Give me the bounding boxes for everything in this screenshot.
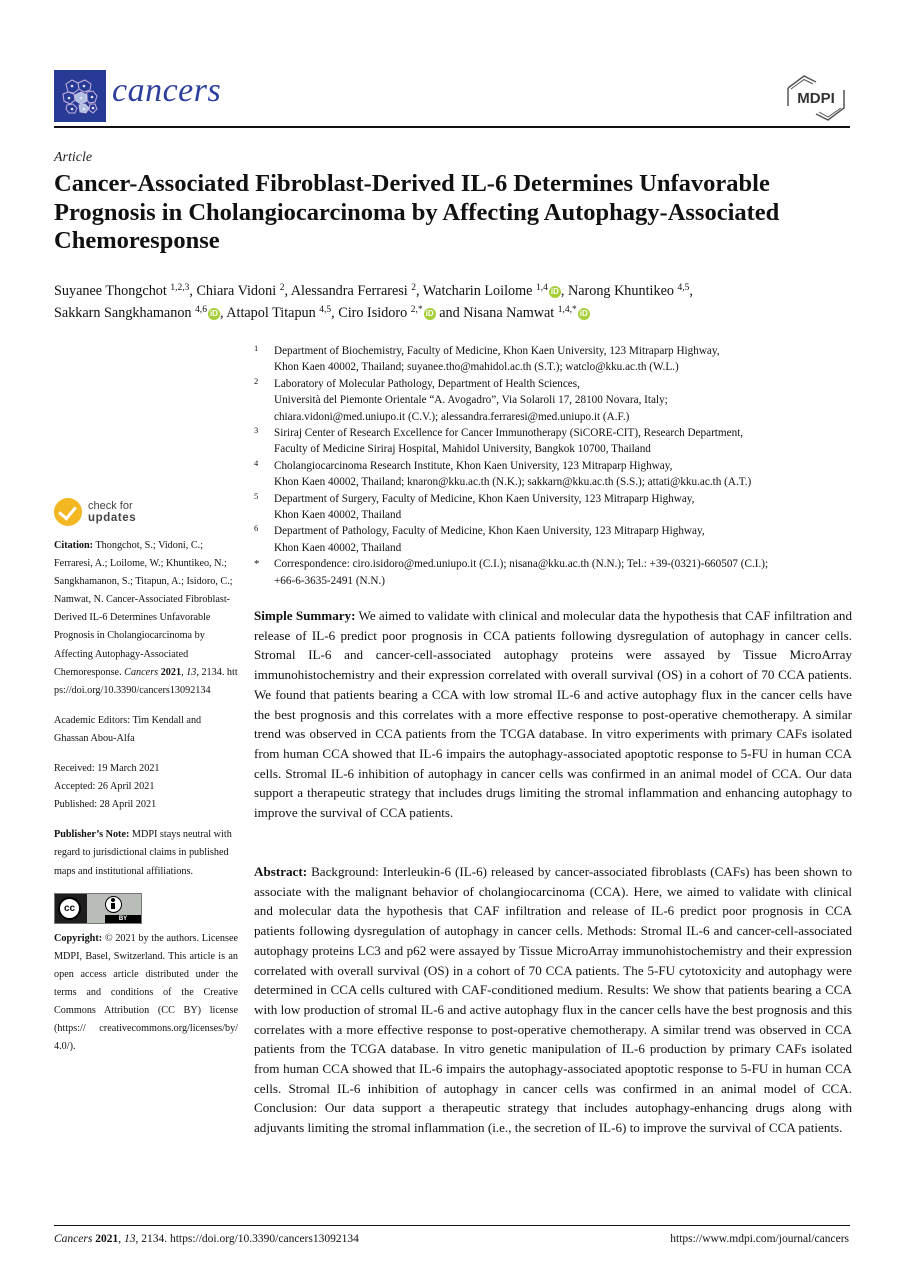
affiliation-line: Department of Surgery, Faculty of Medicine, Khon Kaen University, 123 Mitraparp Highway, — [274, 492, 695, 505]
author-affiliation-sup: 1,4,* — [557, 305, 577, 315]
check-updates-line2: updates — [88, 512, 137, 524]
author-name: Chiara Vidoni — [196, 283, 280, 299]
citation-label: Citation: — [54, 540, 94, 551]
affiliation-number: 4 — [254, 457, 259, 468]
affiliation-line: Correspondence: ciro.isidoro@med.uniupo.it (C.I.); nisana@kku.ac.th (N.N.); Tel.: +39-(0321)-660507 (C.I.); — [274, 558, 769, 571]
affiliation-item — [252, 343, 862, 376]
author-name: Suyanee Thongchot — [54, 283, 171, 299]
citation-journal: Cancers — [124, 666, 159, 678]
affiliation-line: Siriraj Center of Research Excellence for Cancer Immunotherapy (SiCORE-CIT), Research Department, — [274, 427, 744, 440]
footer-journal: Cancers — [54, 1233, 93, 1245]
author — [54, 283, 196, 299]
author-affiliation-sup: 1,2,3 — [170, 283, 190, 293]
affiliation-number: * — [254, 558, 260, 571]
author-separator: , — [689, 283, 693, 299]
affiliation-line: Department of Biochemistry, Faculty of Medicine, Khon Kaen University, 123 Mitraparp Highway, — [274, 345, 720, 357]
affiliation-line: Laboratory of Molecular Pathology, Department of Health Sciences, — [274, 377, 580, 390]
author-name: Alessandra Ferraresi — [290, 283, 412, 299]
orcid-icon[interactable]: iD — [550, 287, 559, 296]
check-updates-line1: check for — [88, 500, 133, 512]
author-affiliation-sup: 4,6 — [195, 305, 207, 315]
affiliation-line: chiara.vidoni@med.uniupo.it (C.V.); alessandra.ferraresi@med.uniupo.it (A.F.) — [274, 410, 630, 423]
author-separator: , — [416, 283, 423, 299]
cc-by-license-badge[interactable] — [54, 893, 142, 924]
footer-doi-link[interactable]: , 2134. https://doi.org/10.3390/cancers13092134 — [135, 1233, 359, 1245]
affiliation-line: Department of Pathology, Faculty of Medicine, Khon Kaen University, 123 Mitraparp Highway, — [274, 525, 705, 538]
author-separator: , — [284, 283, 291, 299]
affiliation-line: Khon Kaen 40002, Thailand — [274, 541, 402, 554]
sidebar — [54, 495, 238, 1068]
affiliation-item — [252, 425, 862, 458]
author — [423, 283, 568, 299]
author — [291, 283, 423, 299]
footer-citation: Cancers 2021, 13, 2134. https://doi.org/10.3390/cancers13092134 — [54, 1233, 359, 1245]
author-name: Narong Khuntikeo — [567, 283, 678, 299]
author-separator: and — [435, 305, 464, 321]
affiliation-number: 5 — [254, 490, 259, 501]
citation-year: 2021 — [160, 666, 182, 678]
abstract-text: Background: Interleukin-6 (IL-6) released by cancer-associated fibroblasts (CAFs) has been shown to associate with the malignant behavior of cholangiocarcinoma (CCA). Here, we aimed to validate with clinical and molecular data the hypothesis that CAF infiltration and release of IL-6 predict poor prognosis in CCA patients following dysregulation of autophagy in cancer cells. Methods: Stromal IL-6 and cancer-cell-associated autophagy proteins LC3 and p62 were assayed by Tissue MicroArray immunohistochemistry and their expression correlated with overall survival (OS) in a cohort of 70 CCA patients. The 5-FU cytotoxicity and autophagy were determined in CCA cells cultured with CAF-conditioned medium. Results: We show that patients bearing a CCA with low production of stromal IL-6 and active autophagy flux in the cancer cells have the best prognosis and this correlates with a more effective response to post-operative chemotherapy. A similar trend was observed in CCA patients from the TCGA database. In vitro genetic manipulation of IL-6 production by primary CAFs isolated from human CCA showed that IL-6 impairs the autophagy-associated apoptotic response to 5-FU in human CCA cells. Stromal IL-6 inhibition of autophagy in cancer cells was confirmed in an animal model of CCA. Conclusion: Our data support a therapeutic strategy that includes autophagy-enhancing drugs along with adjuvants limiting the stromal inflammation (i.e., the secretion of IL-6) to improve the survival of CCA patients. — [254, 864, 852, 1136]
author-affiliation-sup: 2,* — [410, 305, 423, 315]
publishers-note-text: MDPI stays neutral with regard to jurisdictional claims in published maps and institutional affiliations. — [54, 829, 232, 877]
received-date: Received: 19 March 2021 — [54, 763, 160, 775]
creative-commons-icon: cc — [58, 897, 81, 920]
svg-text:MDPI: MDPI — [797, 90, 835, 107]
simple-summary-text: We aimed to validate with clinical and molecular data the hypothesis that CAF infiltration and release of IL-6 predict poor prognosis in CCA patients following dysregulation of autophagy in cancer cells. Stromal IL-6 and cancer-cell-associated autophagy proteins were assayed by Tissue MicroArray immunohistochemistry and their expression correlated with overall survival (OS) in a cohort of 70 CCA patients. We found that patients bearing a CCA with low stromal IL-6 and active autophagy flux in the cancer cells have the best prognosis and this correlates with a more effective response to post-operative chemotherapy. A similar trend was observed in CCA patients from the TCGA database. In vitro experiments with primary CAFs isolated from human CCA showed that IL-6 impairs the autophagy-associated apoptotic response to 5-FU in human CCA cells. Stromal IL-6 inhibition of autophagy in cancer cells was confirmed in an animal model of CCA. Our data support a therapeutic strategy that includes drugs limiting the stromal inflammation and enhancing autophagy to improve the survival of CCA patients. — [254, 608, 852, 821]
affiliation-line: Khon Kaen 40002, Thailand; knaron@kku.ac.th (N.K.); sakkarn@kku.ac.th (S.S.); attati@kku.ac.th (A.T.) — [274, 476, 752, 489]
header-divider — [54, 126, 850, 128]
affiliations — [252, 343, 862, 589]
author-name: Watcharin Loilome — [422, 283, 536, 299]
affiliation-line: Università del Piemonte Orientale “A. Avogadro”, Via Solaroli 17, 28100 Novara, Italy; — [274, 394, 668, 407]
author-affiliation-sup: 2 — [279, 283, 285, 293]
abstract-label: Abstract: — [254, 864, 308, 879]
abstract — [254, 862, 852, 1138]
check-for-updates-button[interactable] — [54, 495, 238, 529]
footer-journal-url-link[interactable]: https://www.mdpi.com/journal/cancers — [670, 1233, 849, 1245]
article-title: Cancer-Associated Fibroblast-Derived IL-6 Determines Unfavorable Prognosis in Cholangiocarcinoma by Affecting Autophagy-Associated Chemoresponse — [54, 170, 780, 254]
affiliation-line: +66-6-3635-2491 (N.N.) — [274, 574, 386, 587]
attribution-person-icon — [105, 896, 122, 913]
published-date: Published: 28 April 2021 — [54, 799, 157, 811]
author-affiliation-sup: 4,5 — [677, 283, 690, 293]
simple-summary — [254, 606, 852, 823]
affiliation-number: 6 — [254, 523, 259, 534]
simple-summary-label: Simple Summary: — [254, 608, 356, 623]
orcid-icon[interactable]: iD — [579, 309, 588, 318]
author-separator: , — [189, 283, 197, 299]
author-separator: , — [219, 305, 227, 321]
affiliation-item — [252, 523, 862, 556]
author-affiliation-sup: 4,5 — [319, 305, 332, 315]
author-separator: , — [331, 305, 339, 321]
affiliation-item — [252, 458, 862, 491]
journal-logo-icon — [54, 70, 106, 122]
footer-divider — [54, 1225, 850, 1226]
author-name: Attapol Titapun — [226, 305, 320, 321]
article-type: Article — [54, 150, 93, 165]
citation-pages: 2134. — [201, 666, 225, 678]
by-label: BY — [105, 915, 141, 923]
publishers-note — [54, 826, 238, 880]
affiliation-item — [252, 491, 862, 524]
affiliation-line: Cholangiocarcinoma Research Institute, Khon Kaen University, 123 Mitraparp Highway, — [274, 459, 673, 472]
author — [338, 305, 463, 321]
footer-volume: 13 — [123, 1233, 136, 1245]
author — [54, 305, 226, 321]
author-affiliation-sup: 2 — [411, 283, 417, 293]
orcid-icon[interactable]: iD — [209, 309, 218, 318]
correspondence — [252, 556, 862, 589]
mdpi-logo-icon — [782, 72, 850, 124]
copyright-text: © 2021 by the authors. Licensee MDPI, Basel, Switzerland. This article is an open access article distributed under the terms and conditions of the Creative Commons Attribution (CC BY) license (https:// creativecommons.org/licenses/by/ 4.0/). — [54, 932, 238, 1053]
author — [463, 305, 590, 321]
author-affiliation-sup: 1,4 — [536, 283, 548, 293]
copyright — [54, 930, 238, 1057]
journal-header — [54, 70, 850, 120]
affiliation-line: Khon Kaen 40002, Thailand; suyanee.tho@mahidol.ac.th (S.T.); watclo@kku.ac.th (W.L.) — [274, 361, 679, 374]
copyright-label: Copyright: — [54, 932, 103, 944]
checkmark-icon — [54, 498, 82, 526]
author-name: Ciro Isidoro — [338, 305, 411, 321]
affiliation-number: 3 — [254, 425, 259, 436]
citation: Citation: Thongchot, S.; Vidoni, C.; Ferraresi, A.; Loilome, W.; Khuntikeo, N.; Sangkhamanon, S.; Titapun, A.; Isidoro, C.; Namwat, N. Cancer-Associated Fibroblast-Derived IL-6 Determines Unfavorable Prognosis in Cholangiocarcinoma by Affecting Autophagy-Associated Chemoresponse. Cancers 2021, 13, 2134. https://doi.org/10.3390/cancers13092134 — [54, 540, 238, 696]
affiliation-number: 2 — [254, 375, 259, 386]
author — [196, 283, 290, 299]
affiliation-number: 1 — [254, 343, 259, 353]
accepted-date: Accepted: 26 April 2021 — [54, 781, 155, 793]
footer-year: 2021 — [95, 1233, 119, 1245]
orcid-icon[interactable]: iD — [425, 309, 434, 318]
citation-authors: Thongchot, S.; Vidoni, C.; Ferraresi, A.; Loilome, W.; Khuntikeo, N.; Sangkhamanon, S.; Titapun, A.; Isidoro, C.; Namwat, N. Cancer-Associated Fibroblast-Derived IL-6 Determines Unfavorable Prognosis in Cholangiocarcinoma by Affecting Autophagy-Associated Chemoresponse. — [54, 540, 233, 678]
publishers-note-label: Publisher’s Note: — [54, 829, 130, 841]
author — [226, 305, 338, 321]
journal-name: cancers — [112, 72, 222, 109]
citation-volume: 13 — [186, 666, 197, 678]
publication-dates — [54, 760, 238, 814]
affiliation-item — [252, 376, 862, 425]
author-name: Nisana Namwat — [463, 305, 558, 321]
author-list — [54, 280, 854, 324]
academic-editors: Academic Editors: Tim Kendall and Ghassan Abou-Alfa — [54, 714, 202, 744]
author-separator: , — [560, 283, 568, 299]
affiliation-line: Khon Kaen 40002, Thailand — [274, 509, 402, 522]
citation-doi-link[interactable]: https://doi.org/10.3390/cancers13092134 — [54, 666, 238, 696]
author — [568, 283, 693, 299]
author-name: Sakkarn Sangkhamanon — [54, 305, 196, 321]
affiliation-line: Faculty of Medicine Siriraj Hospital, Mahidol University, Bangkok 10700, Thailand — [274, 443, 651, 456]
